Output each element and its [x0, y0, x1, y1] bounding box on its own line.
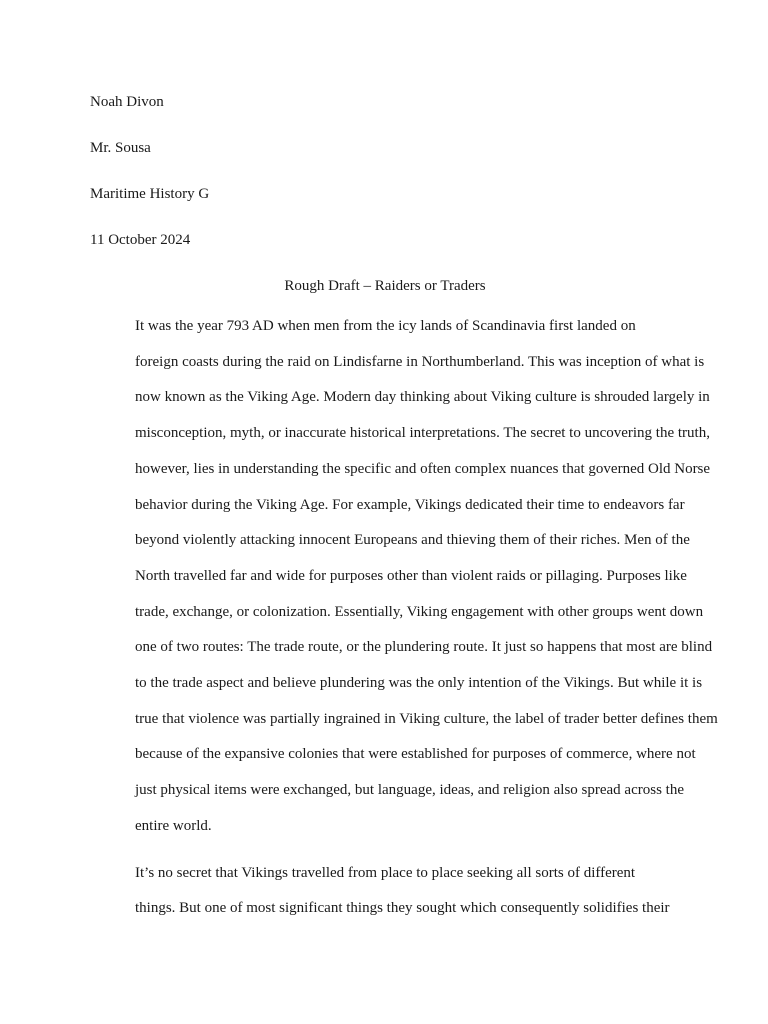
document-date: 11 October 2024 — [90, 232, 191, 248]
course-name: Maritime History G — [90, 186, 210, 202]
paragraph-line: It was the year 793 AD when men from the icy lands of Scandinavia first landed on — [135, 318, 636, 334]
paragraph-line: now known as the Viking Age. Modern day thinking about Viking culture is shrouded largely in — [135, 389, 710, 406]
paragraph-line: entire world. — [135, 817, 212, 834]
paragraph-line: just physical items were exchanged, but language, ideas, and religion also spread across the — [135, 782, 684, 799]
document-body — [90, 79, 718, 927]
document-title: Rough Draft – Raiders or Traders — [284, 278, 486, 294]
teacher-name: Mr. Sousa — [90, 140, 151, 156]
paragraph-line: behavior during the Viking Age. For example, Vikings dedicated their time to endeavors far — [135, 496, 685, 513]
paragraph-line: beyond violently attacking innocent Europeans and thieving them of their riches. Men of the — [135, 532, 690, 549]
paragraph-spacer — [90, 845, 680, 856]
student-name: Noah Divon — [90, 94, 164, 110]
paragraph-line: true that violence was partially ingrained in Viking culture, the label of trader better defines them — [135, 710, 718, 727]
paragraph-line: because of the expansive colonies that were established for purposes of commerce, where not — [135, 746, 696, 763]
paragraph-line: however, lies in understanding the specific and often complex nuances that governed Old Norse — [135, 460, 711, 477]
paragraph-line: one of two routes: The trade route, or the plundering route. It just so happens that most are blind — [135, 639, 713, 656]
paragraph-2 — [90, 856, 680, 927]
paragraph-1 — [90, 309, 718, 845]
paragraph-line: foreign coasts during the raid on Lindisfarne in Northumberland. This was inception of what is — [135, 353, 705, 370]
paragraph-line: misconception, myth, or inaccurate historical interpretations. The secret to uncovering the truth, — [135, 425, 710, 442]
paragraph-line: to the trade aspect and believe plundering was the only intention of the Vikings. But while it is — [135, 675, 703, 692]
paragraph-line: things. But one of most significant things they sought which consequently solidifies their — [135, 900, 670, 917]
paragraph-line: North travelled far and wide for purposes other than violent raids or pillaging. Purposes like — [135, 567, 687, 584]
paragraph-line: It’s no secret that Vikings travelled from place to place seeking all sorts of different — [135, 864, 636, 881]
paragraph-line: trade, exchange, or colonization. Essentially, Viking engagement with other groups went down — [135, 603, 704, 620]
